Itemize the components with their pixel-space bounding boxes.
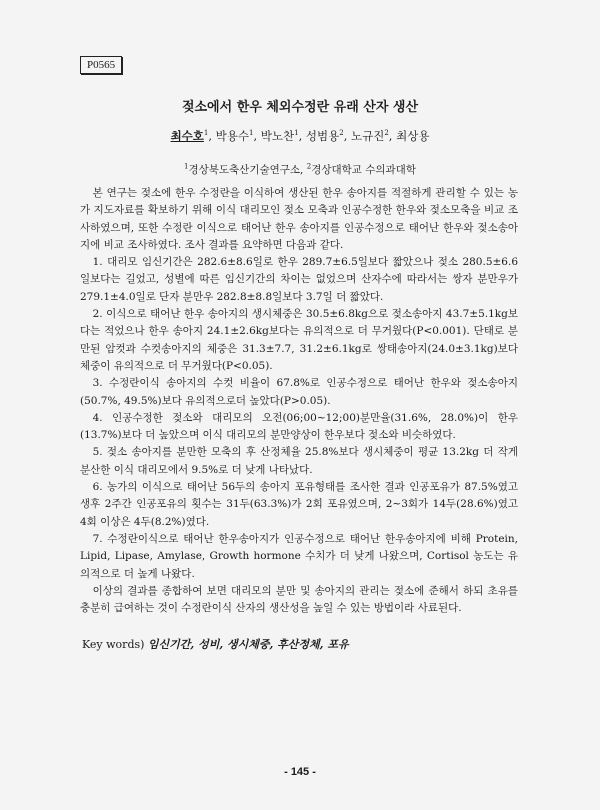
page-number: - 145 - bbox=[284, 766, 316, 778]
author-sup: 2 bbox=[339, 129, 344, 138]
result-item-7: 7. 수정란이식으로 태어난 한우송아지가 인공수정으로 태어난 한우송아지에 비해 Protein, Lipid, Lipase, Amylase, Growth hormone 수치가 더 낮게 나왔으며, Cortisol 농도는 유의적으로 더 높게 나왔다. bbox=[80, 532, 518, 580]
abstract-body bbox=[80, 185, 518, 617]
co-author: 노규진 bbox=[351, 129, 385, 143]
keywords-label: Key words) bbox=[82, 638, 145, 651]
intro-paragraph: 본 연구는 젖소에 한우 수정란을 이식하여 생산된 한우 송아지를 적절하게 관리할 수 있는 농가 지도자료를 확보하기 위해 이식 대리모인 젖소 모축과 인공수정한 한우와 젖소모축을 비교 조사하였으며, 또한 수정란 이식으로 태어난 한우 송아지를 인공수정으로 태어난 한우와 젖소송아지에 비교 조사하였다. 조사 결과를 요약하면 다음과 같다. bbox=[80, 187, 518, 251]
result-item-2: 2. 이식으로 태어난 한우 송아지의 생시체중은 30.5±6.8kg으로 젖소송아지 43.7±5.1kg보다는 적었으나 한우 송아지 24.1±2.6kg보다는 유의적으로 더 무거웠다(P<0.001). 단태로 분만된 암컷과 수컷송아지의 체중은 31.3±7.7, 31.2±6.1kg로 쌍태송아지(24.0±3.1kg)보다 체중이 유의적으로 더 무거웠다(P<0.05). bbox=[80, 308, 518, 372]
conclusion-paragraph: 이상의 결과를 종합하여 보면 대리모의 분만 및 송아지의 관리는 젖소에 준해서 하되 초유를 충분히 급여하는 것이 수정란이식 산자의 생산성을 높일 수 있는 방법이라 사료된다. bbox=[80, 584, 518, 615]
author-list bbox=[0, 128, 600, 144]
author-sup: 1 bbox=[249, 129, 254, 138]
affiliation bbox=[0, 162, 600, 177]
result-item-3: 3. 수정란이식 송아지의 수컷 비율이 67.8%로 인공수정으로 태어난 한우와 젖소송아지(50.7%, 49.5%)보다 유의적으로더 높았다(P>0.05). bbox=[80, 377, 518, 407]
affil-sup-1: 1 bbox=[184, 162, 189, 171]
author-sup: 1 bbox=[203, 129, 209, 138]
author-sup: 2 bbox=[384, 129, 389, 138]
result-item-5: 5. 젖소 송아지를 분만한 모축의 후 산정체율 25.8%보다 생시체중이 평균 13.2kg 더 작게 분산한 이식 대리모에서 9.5%로 더 낮게 나타났다. bbox=[80, 446, 518, 476]
co-authors: , 박용수$^1$, 박노찬$^1$, 성범용$^2$, 노규진$^2$, 최상용 bbox=[208, 129, 430, 143]
co-author: 최상용 bbox=[396, 129, 430, 143]
paper-title: 젖소에서 한우 체외수정란 유래 산자 생산 bbox=[181, 100, 419, 115]
result-item-1: 1. 대리모 임신기간은 282.6±8.6일로 한우 289.7±6.5일보다 짧았으나 젖소 280.5±6.6일보다는 길었고, 성별에 따른 임신기간의 차이는 없었으며 산자수에 따라서는 쌍자 분만우가 279.1±4.0일로 단자 분만우 282.8±8.8일보다 3.7일 더 짧았다. bbox=[80, 256, 518, 303]
affil-org-1: 경상북도축산기술연구소, bbox=[188, 164, 304, 176]
affil-sup-2: 2 bbox=[306, 162, 312, 171]
co-author: 성범용 bbox=[305, 129, 340, 143]
co-author: 박용수 bbox=[215, 129, 249, 143]
co-author: 박노찬 bbox=[260, 129, 295, 143]
author-sup: 1 bbox=[294, 129, 299, 138]
result-item-4: 4. 인공수정한 젖소와 대리모의 오전(06;00∼12;00)분만율(31.6%, 28.0%)이 한우(13.7%)보다 더 높았으며 이식 대리모의 분만양상이 한우보다 젖소와 비슷하였다. bbox=[80, 411, 518, 442]
affil-org-2: 경상대학교 수의과대학 bbox=[311, 164, 416, 176]
keywords bbox=[82, 636, 522, 652]
keywords-terms: 임신기간, 성비, 생시체중, 후산정체, 포유 bbox=[147, 638, 349, 651]
lead-author: 최수호 bbox=[170, 129, 204, 143]
abstract-code-box: P0565 bbox=[80, 56, 122, 74]
result-item-6: 6. 농가의 이식으로 태어난 56두의 송아지 포유형태를 조사한 결과 인공포유가 87.5%였고 생후 2주간 인공포유의 횟수는 31두(63.3%)가 2회 포유였으며, 2∼3회가 14두(28.6%)였고 4회 이상은 4두(8.2%)였다. bbox=[80, 481, 518, 528]
